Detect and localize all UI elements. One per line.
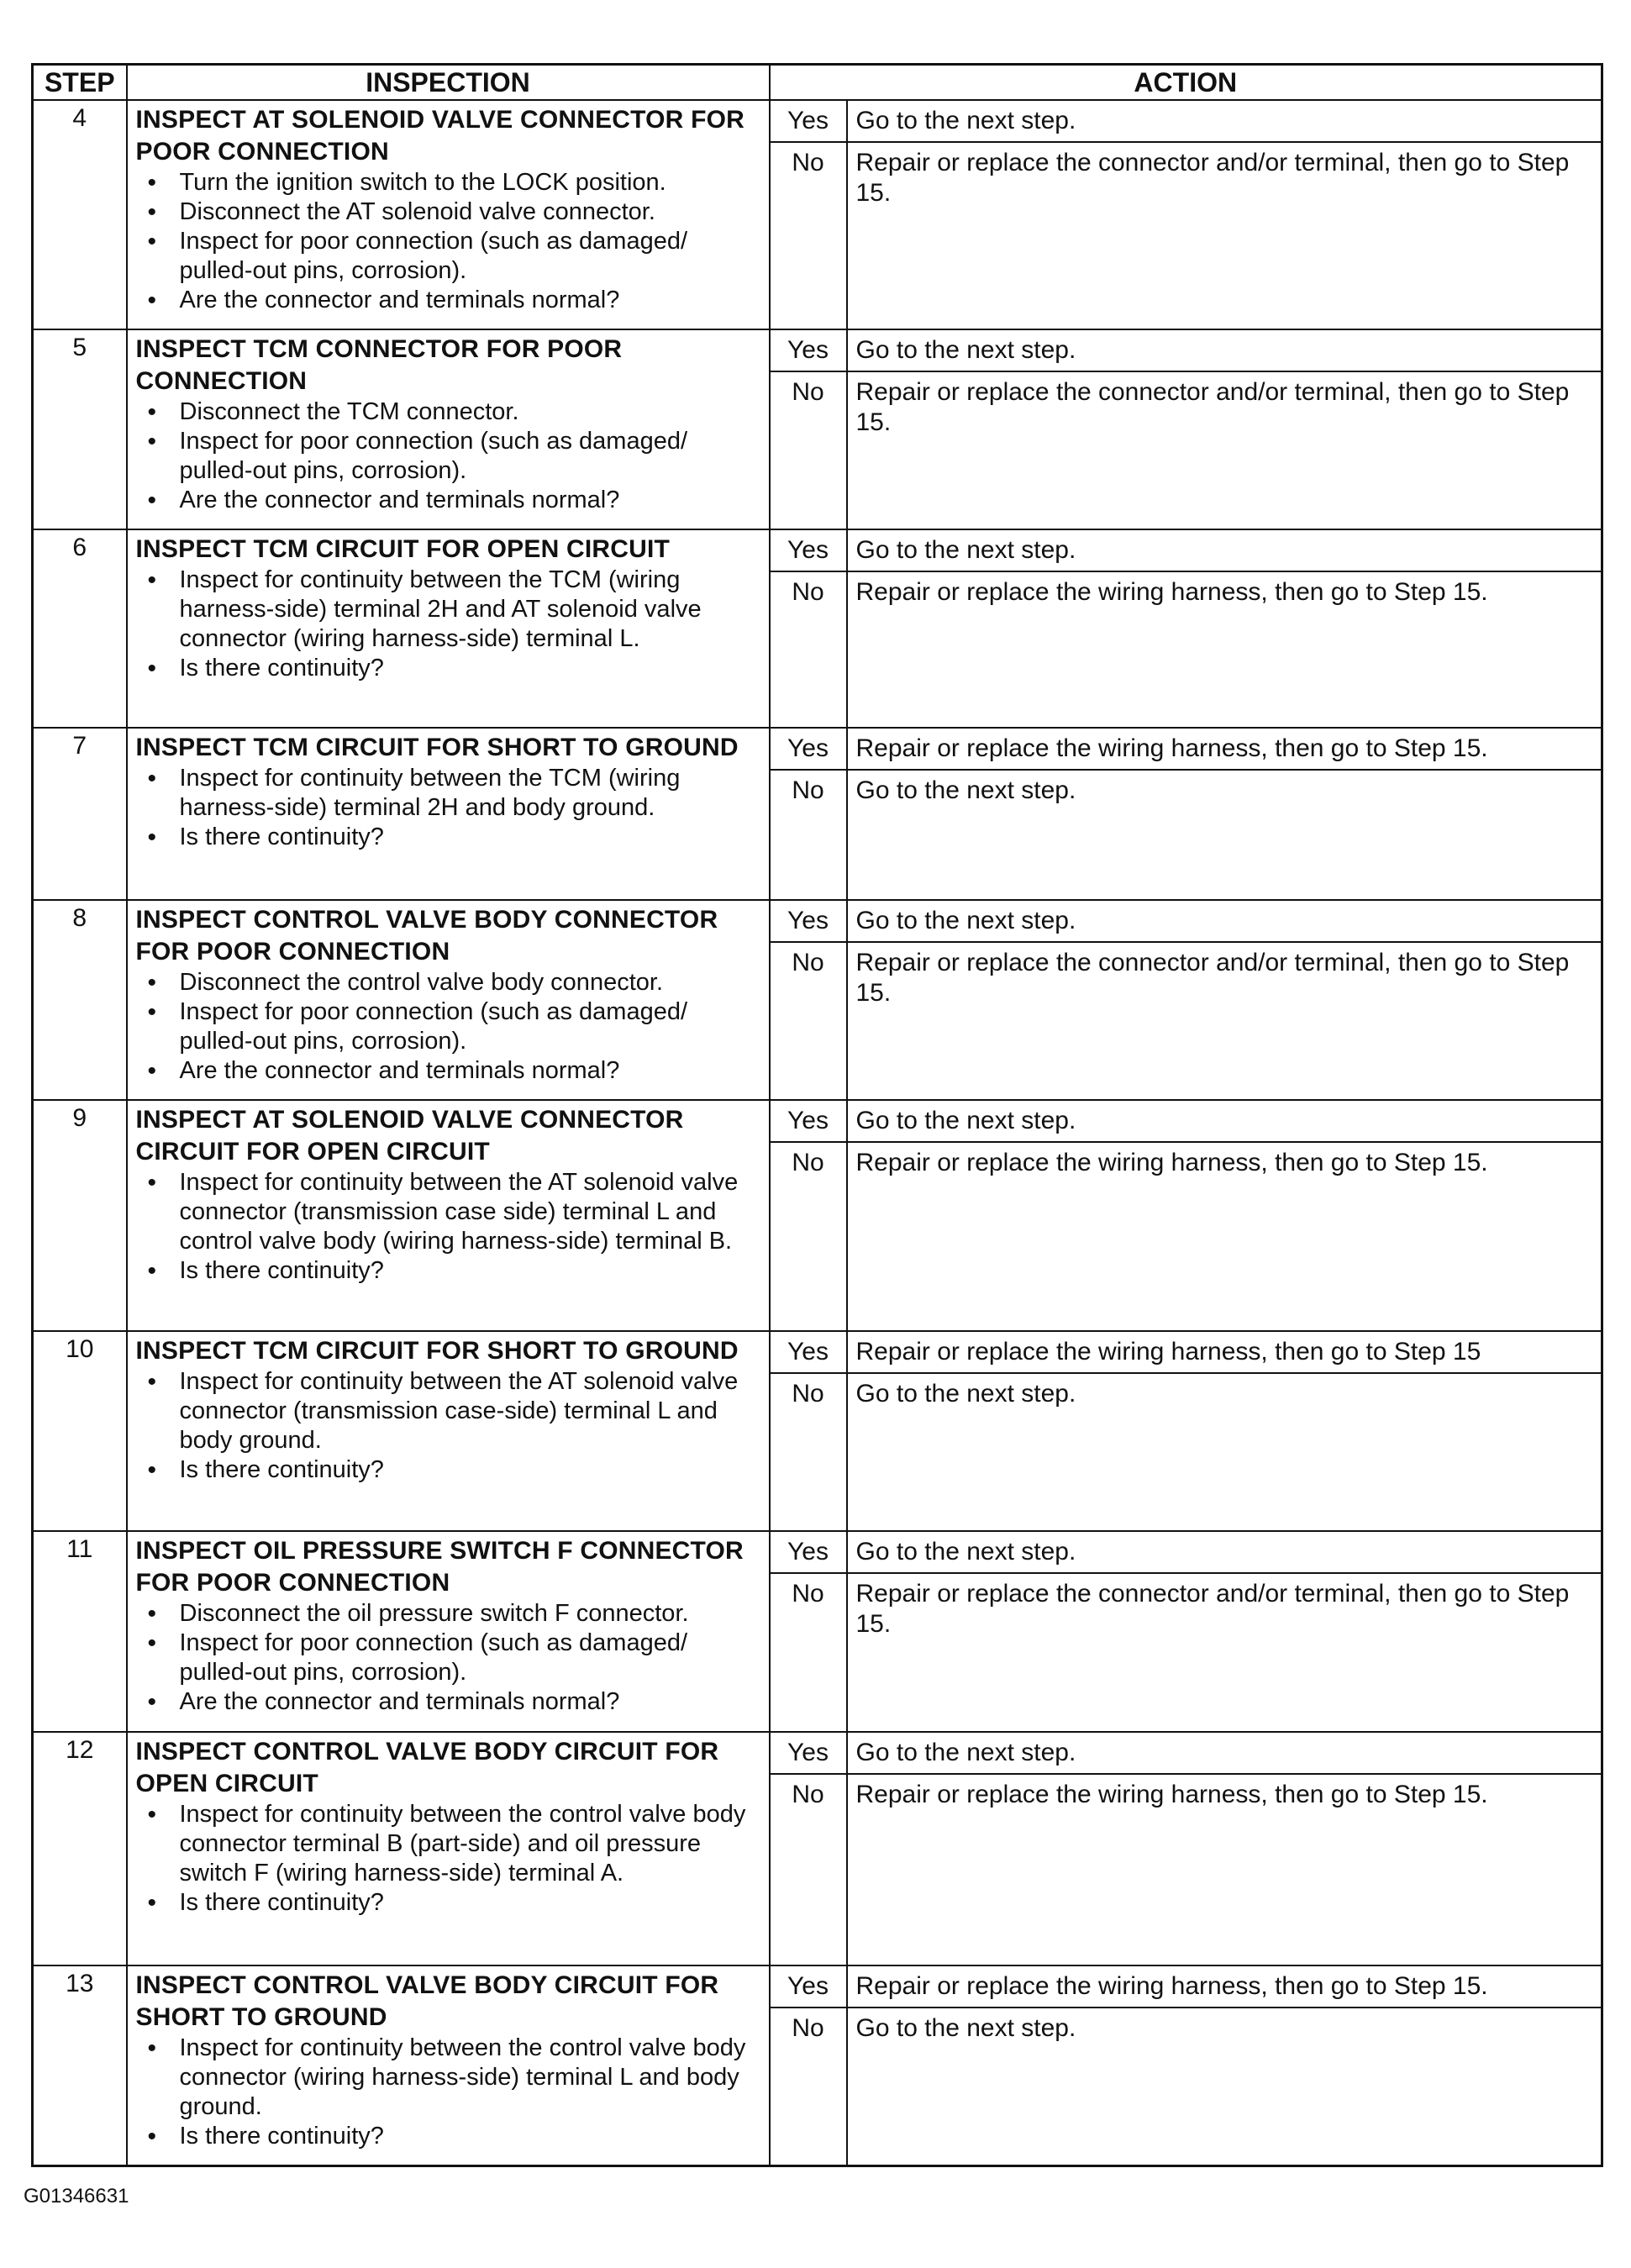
- yes-action-text: Go to the next step.: [855, 1107, 1076, 1134]
- inspection-bullet-item: • Is there continuity?: [136, 823, 764, 852]
- yes-label: Yes: [771, 729, 848, 769]
- inspection-bullet-item: • Inspect for poor connection (such as damaged/ pulled-out pins, corrosion).: [136, 1629, 764, 1687]
- inspection-bullet-item: • Is there continuity?: [136, 1888, 764, 1918]
- no-answer-row: [771, 1143, 1602, 1330]
- step-number: 12: [33, 1732, 127, 1965]
- action-cell: [770, 728, 1602, 900]
- table-row: [33, 1331, 1602, 1531]
- inspection-bullet-list: [136, 1800, 764, 1918]
- table-row: [33, 529, 1602, 728]
- inspection-bullet-list: [136, 968, 764, 1086]
- step-number: 10: [33, 1331, 127, 1531]
- inspection-bullet-item: • Are the connector and terminals normal?: [136, 286, 764, 315]
- yes-label: Yes: [771, 1332, 848, 1372]
- yes-action-text: Repair or replace the wiring harness, then go to Step 15: [855, 1338, 1481, 1366]
- figure-id: G01346631: [24, 2185, 129, 2207]
- table-row: [33, 1531, 1602, 1732]
- yes-action-text: Go to the next step.: [855, 336, 1076, 364]
- inspection-bullet-item: • Are the connector and terminals normal?: [136, 486, 764, 515]
- no-label: No: [771, 1775, 848, 1965]
- no-action-text: Go to the next step.: [855, 1380, 1076, 1408]
- yes-action-text: Repair or replace the wiring harness, then go to Step 15.: [855, 1972, 1488, 2000]
- inspection-bullet-item: • Inspect for poor connection (such as damaged/ pulled-out pins, corrosion).: [136, 427, 764, 486]
- no-label: No: [771, 1143, 848, 1330]
- inspection-title: INSPECT TCM CIRCUIT FOR OPEN CIRCUIT: [135, 535, 671, 563]
- no-label: No: [771, 143, 848, 329]
- no-answer-row: [771, 1775, 1602, 1965]
- yes-label: Yes: [771, 330, 848, 371]
- inspection-bullet-list: [136, 1367, 764, 1485]
- action-cell: [770, 329, 1602, 529]
- yes-label: Yes: [771, 101, 848, 141]
- yes-label: Yes: [771, 1532, 848, 1572]
- inspection-bullet-item: • Inspect for poor connection (such as damaged/ pulled-out pins, corrosion).: [136, 227, 764, 286]
- action-cell: [770, 1531, 1602, 1732]
- inspection-bullet-item: • Turn the ignition switch to the LOCK position.: [136, 168, 764, 197]
- action-grid: [771, 1332, 1602, 1530]
- action-grid: [771, 901, 1602, 1099]
- inspection-cell: [127, 728, 770, 900]
- inspection-bullet-item: • Inspect for continuity between the TCM (wiring harness-side) terminal 2H and AT solenoid valve connector (wiring harness-side) terminal L.: [136, 566, 764, 654]
- inspection-bullet-list: [136, 2034, 764, 2151]
- yes-action-text: Go to the next step.: [855, 536, 1076, 564]
- inspection-bullet-item: • Is there continuity?: [136, 1256, 764, 1286]
- yes-label: Yes: [771, 530, 848, 571]
- no-action-text: Repair or replace the connector and/or terminal, then go to Step 15.: [855, 949, 1570, 1007]
- inspection-bullet-list: [136, 397, 764, 515]
- action-cell: [770, 1331, 1602, 1531]
- inspection-cell: [127, 1531, 770, 1732]
- inspection-bullet-item: • Is there continuity?: [136, 654, 764, 683]
- no-action-text: Repair or replace the connector and/or terminal, then go to Step 15.: [855, 149, 1570, 207]
- inspection-title: INSPECT AT SOLENOID VALVE CONNECTOR CIRCUIT FOR OPEN CIRCUIT: [135, 1106, 684, 1166]
- inspection-cell: [127, 900, 770, 1100]
- yes-action-text: Go to the next step.: [855, 1538, 1076, 1565]
- inspection-cell: [127, 1100, 770, 1331]
- inspection-bullet-item: • Are the connector and terminals normal?: [136, 1056, 764, 1086]
- action-grid: [771, 101, 1602, 329]
- table-row: [33, 1100, 1602, 1331]
- step-number: 13: [33, 1965, 127, 2166]
- table-header-row: [33, 65, 1602, 101]
- step-number: 6: [33, 529, 127, 728]
- yes-answer-row: [771, 1733, 1602, 1775]
- no-answer-row: [771, 943, 1602, 1099]
- inspection-title: INSPECT TCM CIRCUIT FOR SHORT TO GROUND: [135, 734, 739, 761]
- yes-label: Yes: [771, 1101, 848, 1141]
- table-row: [33, 1965, 1602, 2166]
- inspection-cell: [127, 1331, 770, 1531]
- inspection-bullet-item: • Inspect for continuity between the control valve body connector (wiring harness-side) terminal L and body ground.: [136, 2034, 764, 2122]
- no-label: No: [771, 572, 848, 727]
- no-action-text: Repair or replace the wiring harness, then go to Step 15.: [855, 1149, 1488, 1176]
- step-number: 9: [33, 1100, 127, 1331]
- action-grid: [771, 729, 1602, 899]
- no-action-text: Go to the next step.: [855, 2014, 1076, 2042]
- no-answer-row: [771, 1574, 1602, 1731]
- no-action-text: Repair or replace the connector and/or terminal, then go to Step 15.: [855, 378, 1570, 436]
- step-number: 5: [33, 329, 127, 529]
- inspection-bullet-item: • Disconnect the oil pressure switch F connector.: [136, 1599, 764, 1629]
- no-answer-row: [771, 372, 1602, 529]
- action-grid: [771, 1532, 1602, 1731]
- no-action-text: Repair or replace the wiring harness, then go to Step 15.: [855, 578, 1488, 606]
- no-answer-row: [771, 1374, 1602, 1530]
- table-row: [33, 100, 1602, 329]
- action-grid: [771, 330, 1602, 529]
- inspection-bullet-list: [136, 168, 764, 315]
- table-row: [33, 329, 1602, 529]
- diagnostic-procedure-table: [31, 63, 1603, 2167]
- yes-action-text: Go to the next step.: [855, 1739, 1076, 1766]
- inspection-bullet-item: • Inspect for continuity between the AT solenoid valve connector (transmission case-side) terminal L and body ground.: [136, 1367, 764, 1455]
- inspection-title: INSPECT CONTROL VALVE BODY CIRCUIT FOR OPEN CIRCUIT: [135, 1738, 719, 1797]
- inspection-bullet-list: [136, 566, 764, 683]
- no-action-text: Go to the next step.: [855, 776, 1076, 804]
- table-row: [33, 900, 1602, 1100]
- yes-action-text: Repair or replace the wiring harness, then go to Step 15.: [855, 734, 1488, 762]
- step-number: 11: [33, 1531, 127, 1732]
- inspection-bullet-list: [136, 1168, 764, 1286]
- action-cell: [770, 1965, 1602, 2166]
- action-cell: [770, 1100, 1602, 1331]
- yes-label: Yes: [771, 901, 848, 941]
- no-answer-row: [771, 143, 1602, 329]
- no-label: No: [771, 943, 848, 1099]
- header-step: STEP: [33, 65, 127, 101]
- no-action-text: Repair or replace the connector and/or terminal, then go to Step 15.: [855, 1580, 1570, 1638]
- no-label: No: [771, 1574, 848, 1731]
- inspection-bullet-item: • Is there continuity?: [136, 1455, 764, 1485]
- diagnostic-table-container: [31, 63, 1601, 2167]
- step-number: 7: [33, 728, 127, 900]
- no-answer-row: [771, 572, 1602, 727]
- inspection-bullet-list: [136, 764, 764, 852]
- action-grid: [771, 1733, 1602, 1965]
- inspection-title: INSPECT OIL PRESSURE SWITCH F CONNECTOR FOR POOR CONNECTION: [135, 1537, 744, 1597]
- action-cell: [770, 100, 1602, 329]
- yes-label: Yes: [771, 1966, 848, 2007]
- action-cell: [770, 529, 1602, 728]
- action-cell: [770, 900, 1602, 1100]
- inspection-bullet-item: • Inspect for poor connection (such as damaged/ pulled-out pins, corrosion).: [136, 997, 764, 1056]
- header-inspection: INSPECTION: [127, 65, 770, 101]
- yes-answer-row: [771, 530, 1602, 572]
- no-answer-row: [771, 771, 1602, 899]
- yes-answer-row: [771, 1532, 1602, 1574]
- inspection-title: INSPECT TCM CONNECTOR FOR POOR CONNECTION: [135, 335, 623, 395]
- yes-answer-row: [771, 1332, 1602, 1374]
- header-action: ACTION: [770, 65, 1602, 101]
- no-label: No: [771, 372, 848, 529]
- no-action-text: Repair or replace the wiring harness, then go to Step 15.: [855, 1781, 1488, 1808]
- inspection-title: INSPECT AT SOLENOID VALVE CONNECTOR FOR POOR CONNECTION: [135, 106, 745, 166]
- yes-action-text: Go to the next step.: [855, 107, 1076, 134]
- inspection-cell: [127, 1965, 770, 2166]
- yes-answer-row: [771, 729, 1602, 771]
- action-grid: [771, 530, 1602, 727]
- no-label: No: [771, 1374, 848, 1530]
- inspection-bullet-item: • Inspect for continuity between the TCM (wiring harness-side) terminal 2H and body ground.: [136, 764, 764, 823]
- inspection-title: INSPECT CONTROL VALVE BODY CIRCUIT FOR SHORT TO GROUND: [135, 1971, 719, 2031]
- step-number: 4: [33, 100, 127, 329]
- yes-answer-row: [771, 101, 1602, 143]
- yes-action-text: Go to the next step.: [855, 907, 1076, 934]
- step-number: 8: [33, 900, 127, 1100]
- no-label: No: [771, 771, 848, 899]
- inspection-cell: [127, 529, 770, 728]
- inspection-bullet-list: [136, 1599, 764, 1717]
- inspection-title: INSPECT CONTROL VALVE BODY CONNECTOR FOR POOR CONNECTION: [135, 906, 718, 966]
- yes-answer-row: [771, 1101, 1602, 1143]
- inspection-bullet-item: • Disconnect the AT solenoid valve connector.: [136, 197, 764, 227]
- inspection-bullet-item: • Are the connector and terminals normal?: [136, 1687, 764, 1717]
- table-row: [33, 1732, 1602, 1965]
- table-row: [33, 728, 1602, 900]
- yes-answer-row: [771, 330, 1602, 372]
- yes-answer-row: [771, 1966, 1602, 2008]
- table-body: [33, 100, 1602, 2166]
- inspection-cell: [127, 329, 770, 529]
- inspection-cell: [127, 1732, 770, 1965]
- no-label: No: [771, 2008, 848, 2165]
- inspection-bullet-item: • Is there continuity?: [136, 2122, 764, 2151]
- inspection-cell: [127, 100, 770, 329]
- no-answer-row: [771, 2008, 1602, 2165]
- inspection-title: INSPECT TCM CIRCUIT FOR SHORT TO GROUND: [135, 1337, 739, 1365]
- inspection-bullet-item: • Disconnect the TCM connector.: [136, 397, 764, 427]
- yes-answer-row: [771, 901, 1602, 943]
- inspection-bullet-item: • Inspect for continuity between the control valve body connector terminal B (part-side) and oil pressure switch F (wiring harness-side) terminal A.: [136, 1800, 764, 1888]
- action-cell: [770, 1732, 1602, 1965]
- action-grid: [771, 1101, 1602, 1330]
- inspection-bullet-item: • Disconnect the control valve body connector.: [136, 968, 764, 997]
- action-grid: [771, 1966, 1602, 2165]
- inspection-bullet-item: • Inspect for continuity between the AT solenoid valve connector (transmission case side) terminal L and control valve body (wiring harness-side) terminal B.: [136, 1168, 764, 1256]
- yes-label: Yes: [771, 1733, 848, 1773]
